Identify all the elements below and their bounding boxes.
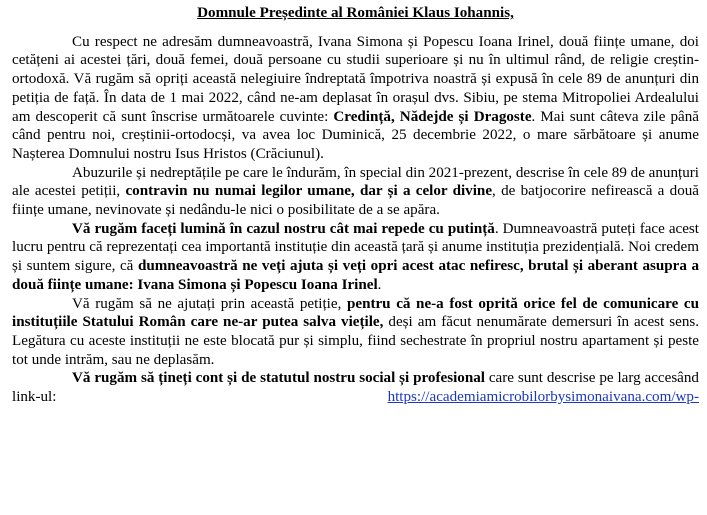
text-run: care sunt descrise pe larg accesând link-ul: <box>12 370 699 406</box>
paragraph <box>12 369 699 406</box>
bold-text: Credință, Nădejde și Dragoste <box>333 108 532 125</box>
bold-text: Vă rugăm faceți lumină în cazul nostru cât mai repede cu putință <box>72 220 495 237</box>
bold-text: dumneavoastră ne veți ajuta și veți opri acest atac nefiresc, brutal și aberant asupra a două ființe umane: Ivana Simona și Popescu Ioana Irinel <box>12 258 699 293</box>
website-link[interactable]: https://academiamicrobilorbysimonaivana.com/wp- <box>387 389 699 406</box>
text-run: . <box>377 276 382 293</box>
paragraph <box>12 164 699 220</box>
text-run: , de batjocorire nefirească a două ființe umane, nevinovate și nedându-le nici o posibilitate de a se apăra. <box>12 183 699 219</box>
bold-text: contravin nu numai legilor umane, dar și a celor divine <box>125 183 493 200</box>
paragraph <box>12 33 699 164</box>
text-run: Abuzurile și nedreptățile pe care le îndurăm, în special din 2021-prezent, descrise în cele 89 de anunțuri ale acestei petiții, <box>12 164 699 200</box>
text-run: Cu respect ne adresăm dumneavoastră, Ivana Simona și Popescu Ioana Irinel, două ființe umane, doi cetățeni ai acestei țări, două femei, două persoane cu studii superioare și nu în ultimul rând, de religie creștin-ortodoxă. Vă rugăm să opriți această nelegiuire îndreptată împotriva noastră și expusă în cele 89 de anunțuri din petiția de față. În data de 1 mai 2022, când ne-am deplasat în orașul dvs. Sibiu, pe stema Mitropoliei Ardealului am descoperit că sunt înscrise următoarele cuvinte: <box>12 33 699 125</box>
text-run: Vă rugăm să ne ajutați prin această petiție, <box>72 295 347 312</box>
letter-title: Domnule Președinte al României Klaus Iohannis, <box>197 5 514 21</box>
paragraph <box>12 295 699 370</box>
bold-text: Vă rugăm să țineți cont și de statutul nostru social și profesional <box>72 370 485 387</box>
text-run: . Dumneavoastră puteți face acest lucru pentru că reprezentați cea importantă instituție din această țară și anume instituția prezidențială. Noi credem și suntem sigure, că <box>12 220 699 275</box>
text-run: deși am făcut nenumărate demersuri în acest sens. Legătura cu aceste instituții ne este blocată pur și simplu, fiind sechestrate în propriul nostru apartament și peste tot unde intrăm, sau ne deplasăm. <box>12 314 700 368</box>
text-run: . Mai sunt câteva zile până când pentru noi, creștinii-ortodocși, va avea loc Duminică, 25 decembrie 2022, o mare sărbătoare și anume Nașterea Domnului nostru Isus Hristos (Crăciunul). <box>12 108 699 162</box>
letter-body <box>12 33 699 407</box>
bold-text: pentru că ne-a fost oprită orice fel de comunicare cu instituțiile Statului Român care ne-ar putea salva viețile, <box>12 295 699 331</box>
paragraph <box>12 220 699 295</box>
